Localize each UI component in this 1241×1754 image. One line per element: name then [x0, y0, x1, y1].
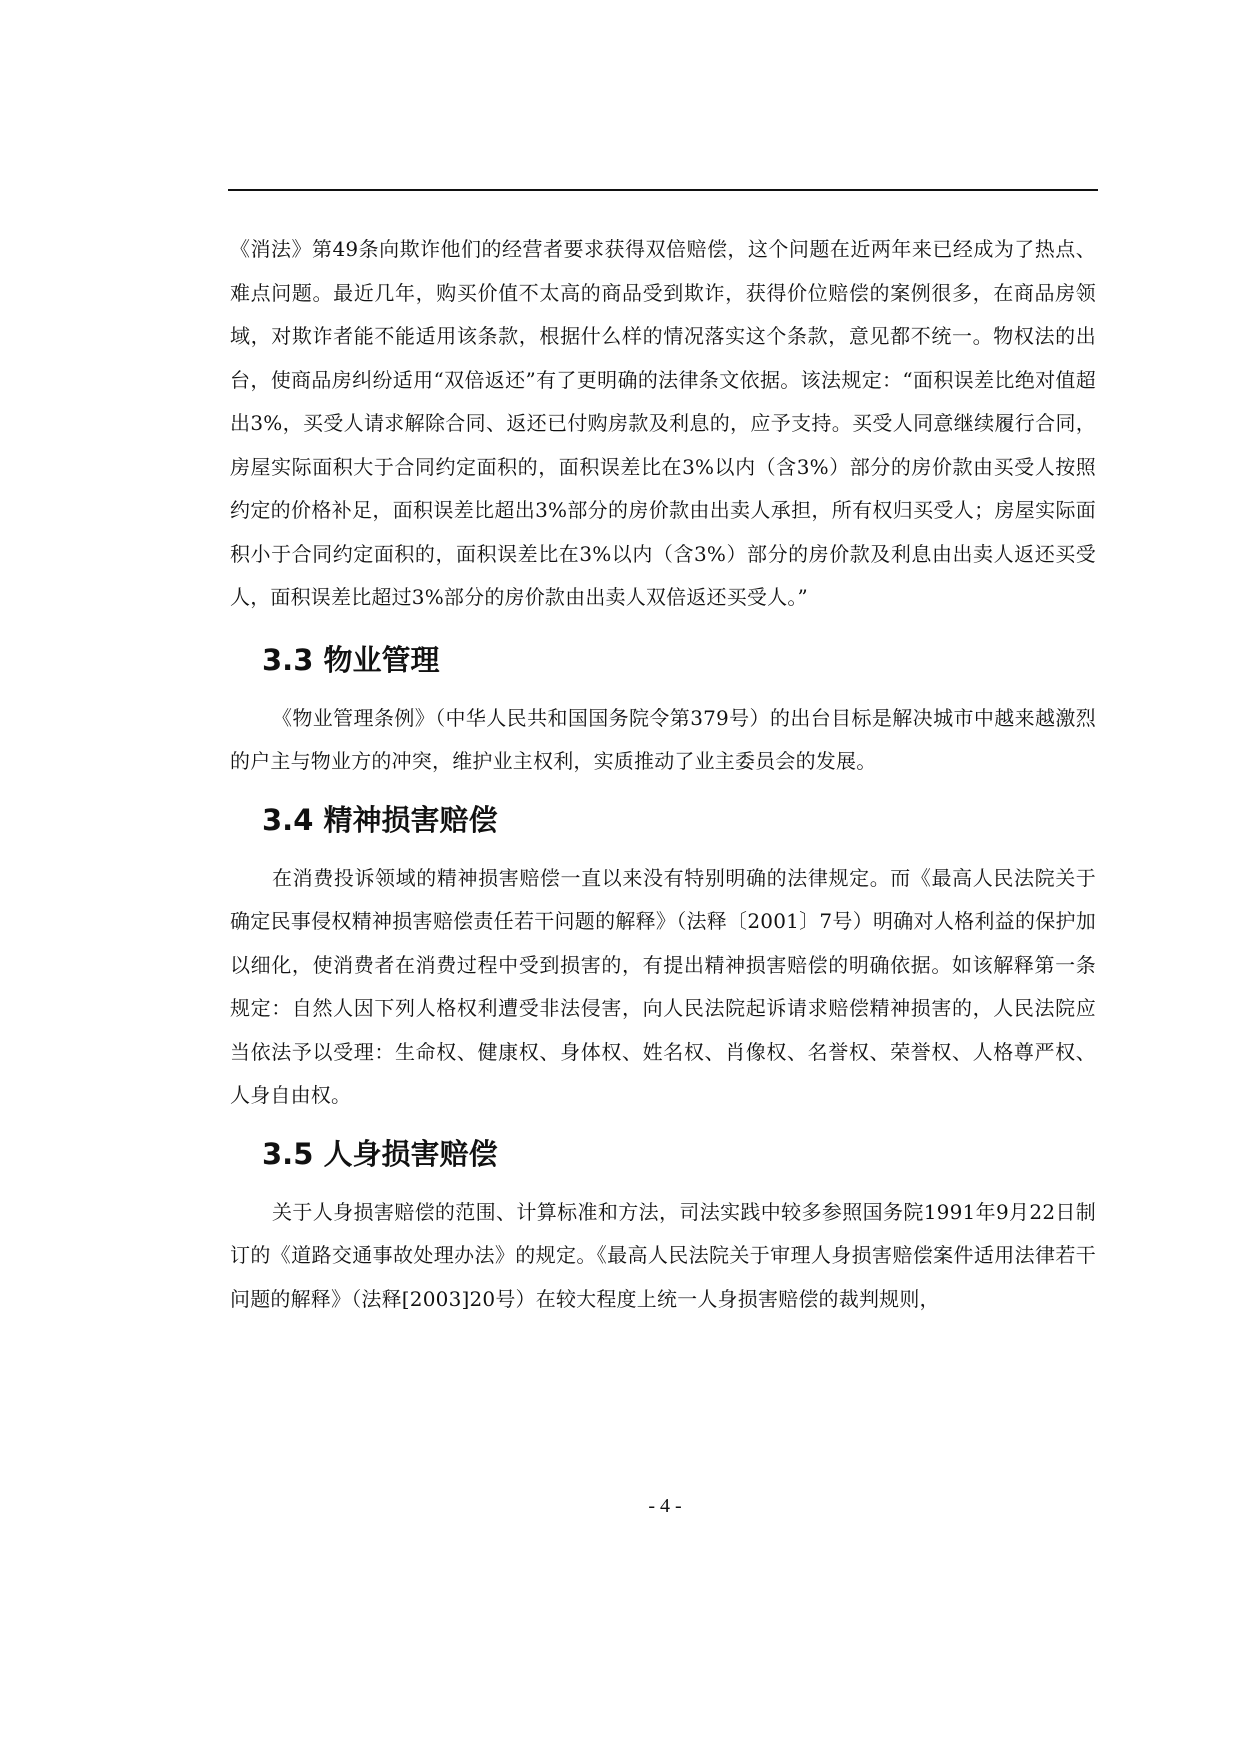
- paragraph-mental-damage: 在消费投诉领域的精神损害赔偿一直以来没有特别明确的法律规定。而《最高人民法院关于确定民事侵权精神损害赔偿责任若干问题的解释》（法释〔2001〕7号）明确对人格利益的保护加以细化，使消费者在消费过程中受到损害的，有提出精神损害赔偿的明确依据。如该解释第一条规定：自然人因下列人格权利遭受非法侵害，向人民法院起诉请求赔偿精神损害的，人民法院应当依法予以受理：生命权、健康权、身体权、姓名权、肖像权、名誉权、荣誉权、人格尊严权、人身自由权。: [230, 865, 1096, 1107]
- section-heading-property-management: 3.3 物业管理: [262, 642, 440, 677]
- page-number: - 4 -: [648, 1495, 682, 1517]
- section-heading-mental-damage: 3.4 精神损害赔偿: [262, 802, 498, 837]
- paragraph-property-management: 《物业管理条例》（中华人民共和国国务院令第379号）的出台目标是解决城市中越来越激烈的户主与物业方的冲突，维护业主权利，实质推动了业主委员会的发展。: [230, 705, 1096, 773]
- paragraph-double-compensation: 《消法》第49条向欺诈他们的经营者要求获得双倍赔偿，这个问题在近两年来已经成为了热点、难点问题。最近几年，购买价值不太高的商品受到欺诈，获得价位赔偿的案例很多，在商品房领域，对欺诈者能不能适用该条款，根据什么样的情况落实这个条款，意见都不统一。物权法的出台，使商品房纠纷适用“双倍返还”有了更明确的法律条文依据。该法规定：“面积误差比绝对值超出3%，买受人请求解除合同、返还已付购房款及利息的，应予支持。买受人同意继续履行合同，房屋实际面积大于合同约定面积的，面积误差比在3%以内（含3%）部分的房价款由买受人按照约定的价格补足，面积误差比超出3%部分的房价款由出卖人承担，所有权归买受人；房屋实际面积小于合同约定面积的，面积误差比在3%以内（含3%）部分的房价款及利息由出卖人返还买受人，面积误差比超过3%部分的房价款由出卖人双倍返还买受人。”: [230, 237, 1096, 609]
- paragraph-personal-injury: 关于人身损害赔偿的范围、计算标准和方法，司法实践中较多参照国务院1991年9月22日制订的《道路交通事故处理办法》的规定。《最高人民法院关于审理人身损害赔偿案件适用法律若干问题的解释》（法释[2003]20号）在较大程度上统一人身损害赔偿的裁判规则，: [230, 1199, 1096, 1311]
- section-heading-personal-injury: 3.5 人身损害赔偿: [262, 1136, 498, 1171]
- header-rule: [228, 189, 1098, 191]
- document-body: [230, 228, 1096, 1321]
